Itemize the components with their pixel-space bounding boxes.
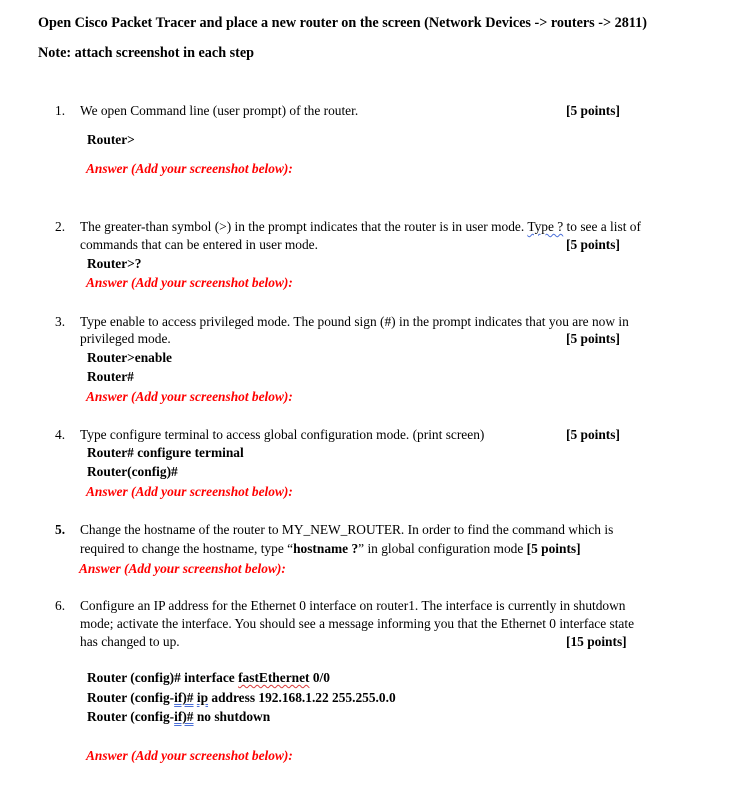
step-text: Configure an IP address for the Ethernet 0 interface on router1. The interface is currently in shutdown xyxy=(80,598,626,613)
step-text-pre: The greater-than symbol (>) in the prompt indicates that the router is in user mode. xyxy=(80,219,528,234)
step-text-post: to see a list of xyxy=(563,219,641,234)
command-line: Router>enable xyxy=(87,350,172,365)
step-text-line3: has changed to up. xyxy=(80,634,180,649)
type-command-text: Type ? xyxy=(527,219,564,234)
step-number: 5. xyxy=(55,522,66,537)
step-text: Type configure terminal to access global configuration mode. (print screen) xyxy=(80,427,485,442)
note-line: Note: attach screenshot in each step xyxy=(38,45,255,61)
step-number: 4. xyxy=(55,427,66,442)
step-points: [5 points] xyxy=(566,103,620,118)
step-text-line2: privileged mode. xyxy=(80,331,171,346)
step-text-post: ” in global configuration mode xyxy=(358,541,527,556)
answer-prompt: Answer (Add your screenshot below): xyxy=(86,748,293,763)
step-number: 6. xyxy=(55,598,66,613)
step-text-line2: commands that can be entered in user mode. xyxy=(80,237,318,252)
command-line: Router# xyxy=(87,369,134,384)
command-line xyxy=(87,670,330,686)
step-text: Change the hostname of the router to MY_NEW_ROUTER. In order to find the command which is xyxy=(80,522,614,537)
cmd-flagged-word: if)# xyxy=(174,690,194,705)
page-title: Open Cisco Packet Tracer and place a new router on the screen (Network Devices -> routers -> 2811) xyxy=(38,15,647,31)
cmd-text: Router (config- xyxy=(87,690,175,705)
answer-prompt: Answer (Add your screenshot below): xyxy=(86,275,293,290)
step-text-pre: required to change the hostname, type “ xyxy=(80,541,294,556)
cmd-misspelled-word: fastEthernet xyxy=(238,670,310,685)
answer-prompt: Answer (Add your screenshot below): xyxy=(86,161,293,176)
cmd-text: address 192.168.1.22 255.255.0.0 xyxy=(208,690,396,705)
step-points: [5 points] xyxy=(566,237,620,252)
step-text-line2 xyxy=(80,541,581,557)
cmd-text: 0/0 xyxy=(309,670,330,685)
command-line: Router(config)# xyxy=(87,464,178,479)
step-points: [15 points] xyxy=(566,634,627,649)
command-line: Router# configure terminal xyxy=(87,445,244,460)
cmd-text: Router (config- xyxy=(87,709,175,724)
cmd-text: Router (config)# interface xyxy=(87,670,239,685)
cmd-flagged-word: if)# xyxy=(174,709,194,724)
step-text-line2: mode; activate the interface. You should see a message informing you that the Ethernet 0 interface state xyxy=(80,616,635,631)
cmd-flagged-word: ip xyxy=(196,690,209,705)
step-number: 3. xyxy=(55,314,66,329)
step-text: Type enable to access privileged mode. The pound sign (#) in the prompt indicates that you are now in xyxy=(80,314,629,329)
step-number: 1. xyxy=(55,103,66,118)
answer-prompt: Answer (Add your screenshot below): xyxy=(79,561,286,576)
step-text xyxy=(80,219,641,235)
cmd-text: no shutdown xyxy=(193,709,271,724)
step-text: We open Command line (user prompt) of the router. xyxy=(80,103,359,118)
hostname-command: hostname ? xyxy=(293,541,359,556)
command-line: Router>? xyxy=(87,256,142,271)
step-points: [5 points] xyxy=(526,541,581,556)
answer-prompt: Answer (Add your screenshot below): xyxy=(86,389,293,404)
step-number: 2. xyxy=(55,219,66,234)
step-points: [5 points] xyxy=(566,331,620,346)
command-line xyxy=(87,690,396,706)
command-line: Router> xyxy=(87,132,135,147)
command-line xyxy=(87,709,270,725)
answer-prompt: Answer (Add your screenshot below): xyxy=(86,484,293,499)
step-points: [5 points] xyxy=(566,427,620,442)
